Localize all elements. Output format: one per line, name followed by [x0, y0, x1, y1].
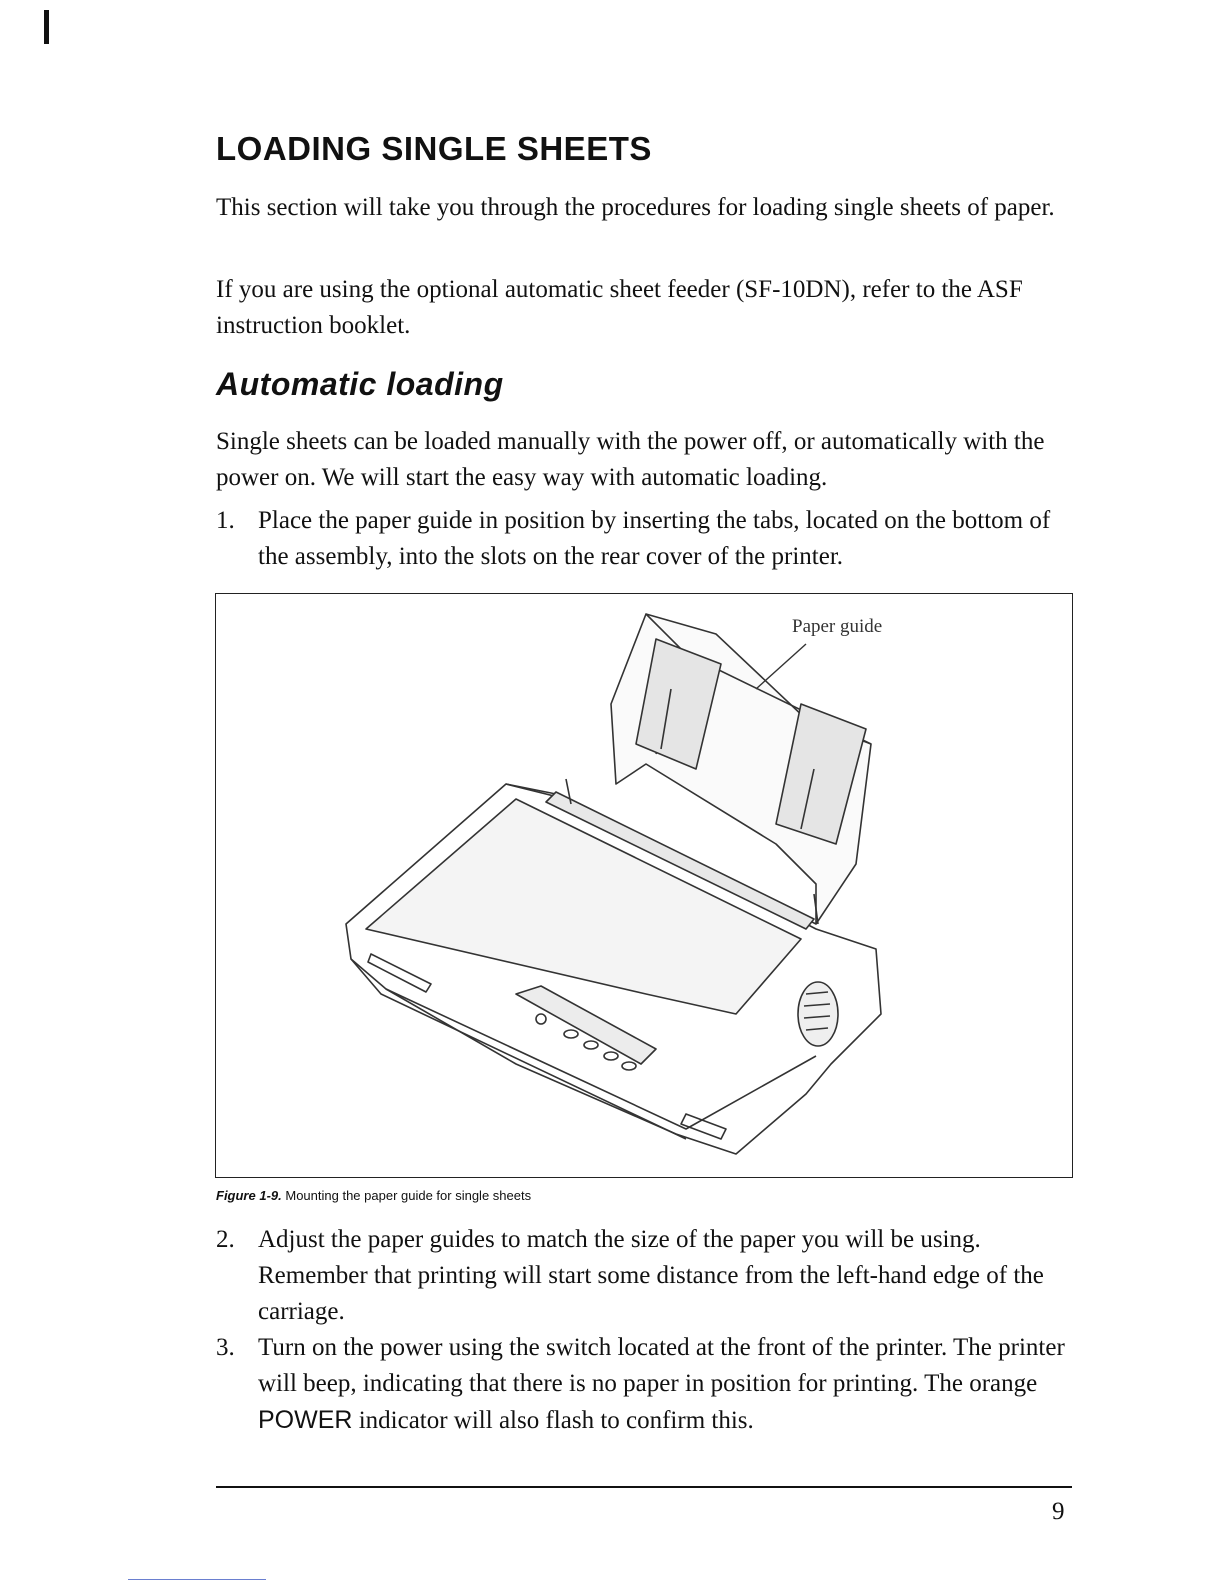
step-text	[258, 1330, 1076, 1439]
step-1	[216, 503, 1076, 575]
step-text-part: Turn on the power using the switch located at the front of the printer. The printer will beep, indicating that there is no paper in position for printing. The orange	[258, 1334, 1065, 1397]
figure-label: Figure 1-9.	[216, 1188, 282, 1203]
page-number: 9	[1052, 1498, 1065, 1525]
subsection-intro: Single sheets can be loaded manually with the power off, or automatically with the power on. We will start the easy way with automatic loading.	[216, 428, 1045, 491]
margin-bar	[44, 10, 49, 44]
asf-note: If you are using the optional automatic sheet feeder (SF-10DN), refer to the ASF instruction booklet.	[216, 276, 1023, 339]
step-number: 3.	[216, 1334, 235, 1361]
platen-knob	[798, 982, 838, 1046]
section-intro: This section will take you through the procedures for loading single sheets of paper.	[216, 194, 1055, 221]
footer-rule	[216, 1486, 1072, 1488]
step-2	[216, 1222, 1076, 1330]
printer-illustration	[216, 594, 1074, 1179]
control-panel	[516, 986, 656, 1064]
step-number: 2.	[216, 1226, 235, 1253]
step-text: Place the paper guide in position by inserting the tabs, located on the bottom of the assembly, into the slots on the rear cover of the printer.	[258, 507, 1051, 570]
paper-guide-callout: Paper guide	[792, 616, 883, 637]
figure-printer-illustration	[215, 593, 1073, 1178]
step-number: 1.	[216, 507, 235, 534]
step-3	[216, 1330, 1076, 1439]
bottom-mark	[128, 1579, 266, 1580]
printer-cover	[366, 799, 801, 1014]
figure-caption	[216, 1188, 531, 1203]
subsection-title: Automatic loading	[216, 366, 504, 402]
step-text-part: indicator will also flash to confirm this.	[352, 1407, 754, 1434]
section-title: LOADING SINGLE SHEETS	[216, 130, 652, 167]
figure-caption-text: Mounting the paper guide for single sheets	[285, 1188, 532, 1203]
step-text: Adjust the paper guides to match the size of the paper you will be using. Remember that printing will start some distance from the left-hand edge of the carriage.	[258, 1226, 1044, 1325]
power-keyword: POWER	[258, 1406, 353, 1434]
